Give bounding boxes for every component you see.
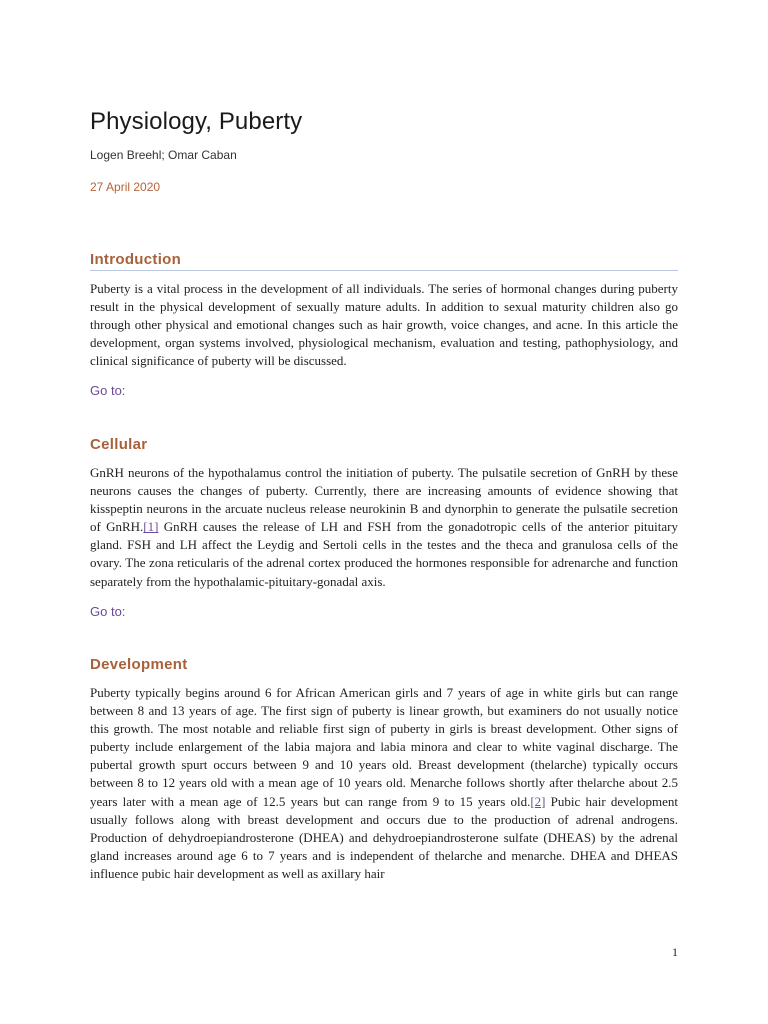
section-cellular <box>90 436 678 619</box>
section-paragraph: Puberty is a vital process in the development of all individuals. The series of hormonal changes during puberty result in the physical development of sexually mature adults. In addition to sexual maturity children also go through other physical and emotional changes such as hair growth, voice changes, and acne. In this article the development, organ systems involved, physiological mechanism, evaluation and testing, pathophysiology, and clinical significance of puberty will be discussed. <box>90 281 678 369</box>
section-paragraph <box>90 684 678 883</box>
section-heading: Cellular <box>90 436 148 453</box>
goto-link[interactable]: Go to: <box>90 603 126 619</box>
document-authors: Logen Breehl; Omar Caban <box>90 148 237 162</box>
section-heading: Introduction <box>90 251 678 271</box>
paragraph-text: GnRH neurons of the hypothalamus control the initiation of puberty. The pulsatile secretion of GnRH by these neurons causes the changes of puberty. Currently, there are increasing amounts of evidence showing that kisspeptin neurons in the arcuate nucleus release neurokinin B and dynorphin to generate the pulsatile secretion of GnRH. <box>90 465 678 535</box>
document-title: Physiology, Puberty <box>90 108 303 135</box>
page-number: 1 <box>672 945 678 959</box>
section-introduction <box>90 251 678 398</box>
goto-link[interactable]: Go to: <box>90 383 126 399</box>
section-development <box>90 656 678 883</box>
citation-link[interactable]: [1] <box>143 519 159 535</box>
section-paragraph <box>90 464 678 591</box>
paragraph-text: Puberty typically begins around 6 for African American girls and 7 years of age in white girls but can range between 8 and 13 years of age. The first sign of puberty is linear growth, but examiners do not usually notice this growth. The most notable and reliable first sign of puberty in girls is breast development. Other signs of puberty include enlargement of the labia majora and labia minora and clear to white vaginal discharge. The pubertal growth spurt occurs between 9 and 10 years old. Breast development (thelarche) typically occurs between 8 to 12 years old with a mean age of 10 years old. Menarche follows shortly after thelarche about 2.5 years later with a mean age of 12.5 years but can range from 9 to 15 years old. <box>90 685 678 809</box>
paragraph-text: GnRH causes the release of LH and FSH from the gonadotropic cells of the anterior pituitary gland. FSH and LH affect the Leydig and Sertoli cells in the testes and the theca and granulosa cells of the ovary. The zona reticularis of the adrenal cortex produced the hormones responsible for adrenarche and function separately from the hypothalamic-pituitary-gonadal axis. <box>90 519 678 589</box>
paragraph-text: Pubic hair development usually follows along with breast development and occurs due to the production of adrenal androgens. Production of dehydroepiandrosterone (DHEA) and dehydroepiandrosterone sulfate (DHEAS) by the adrenal gland increases around age 6 to 7 years and is independent of thelarche and menarche. DHEA and DHEAS influence pubic hair development as well as axillary hair <box>90 793 679 881</box>
section-heading: Development <box>90 656 188 673</box>
citation-link[interactable]: [2] <box>530 793 546 809</box>
document-date: 27 April 2020 <box>90 180 161 194</box>
